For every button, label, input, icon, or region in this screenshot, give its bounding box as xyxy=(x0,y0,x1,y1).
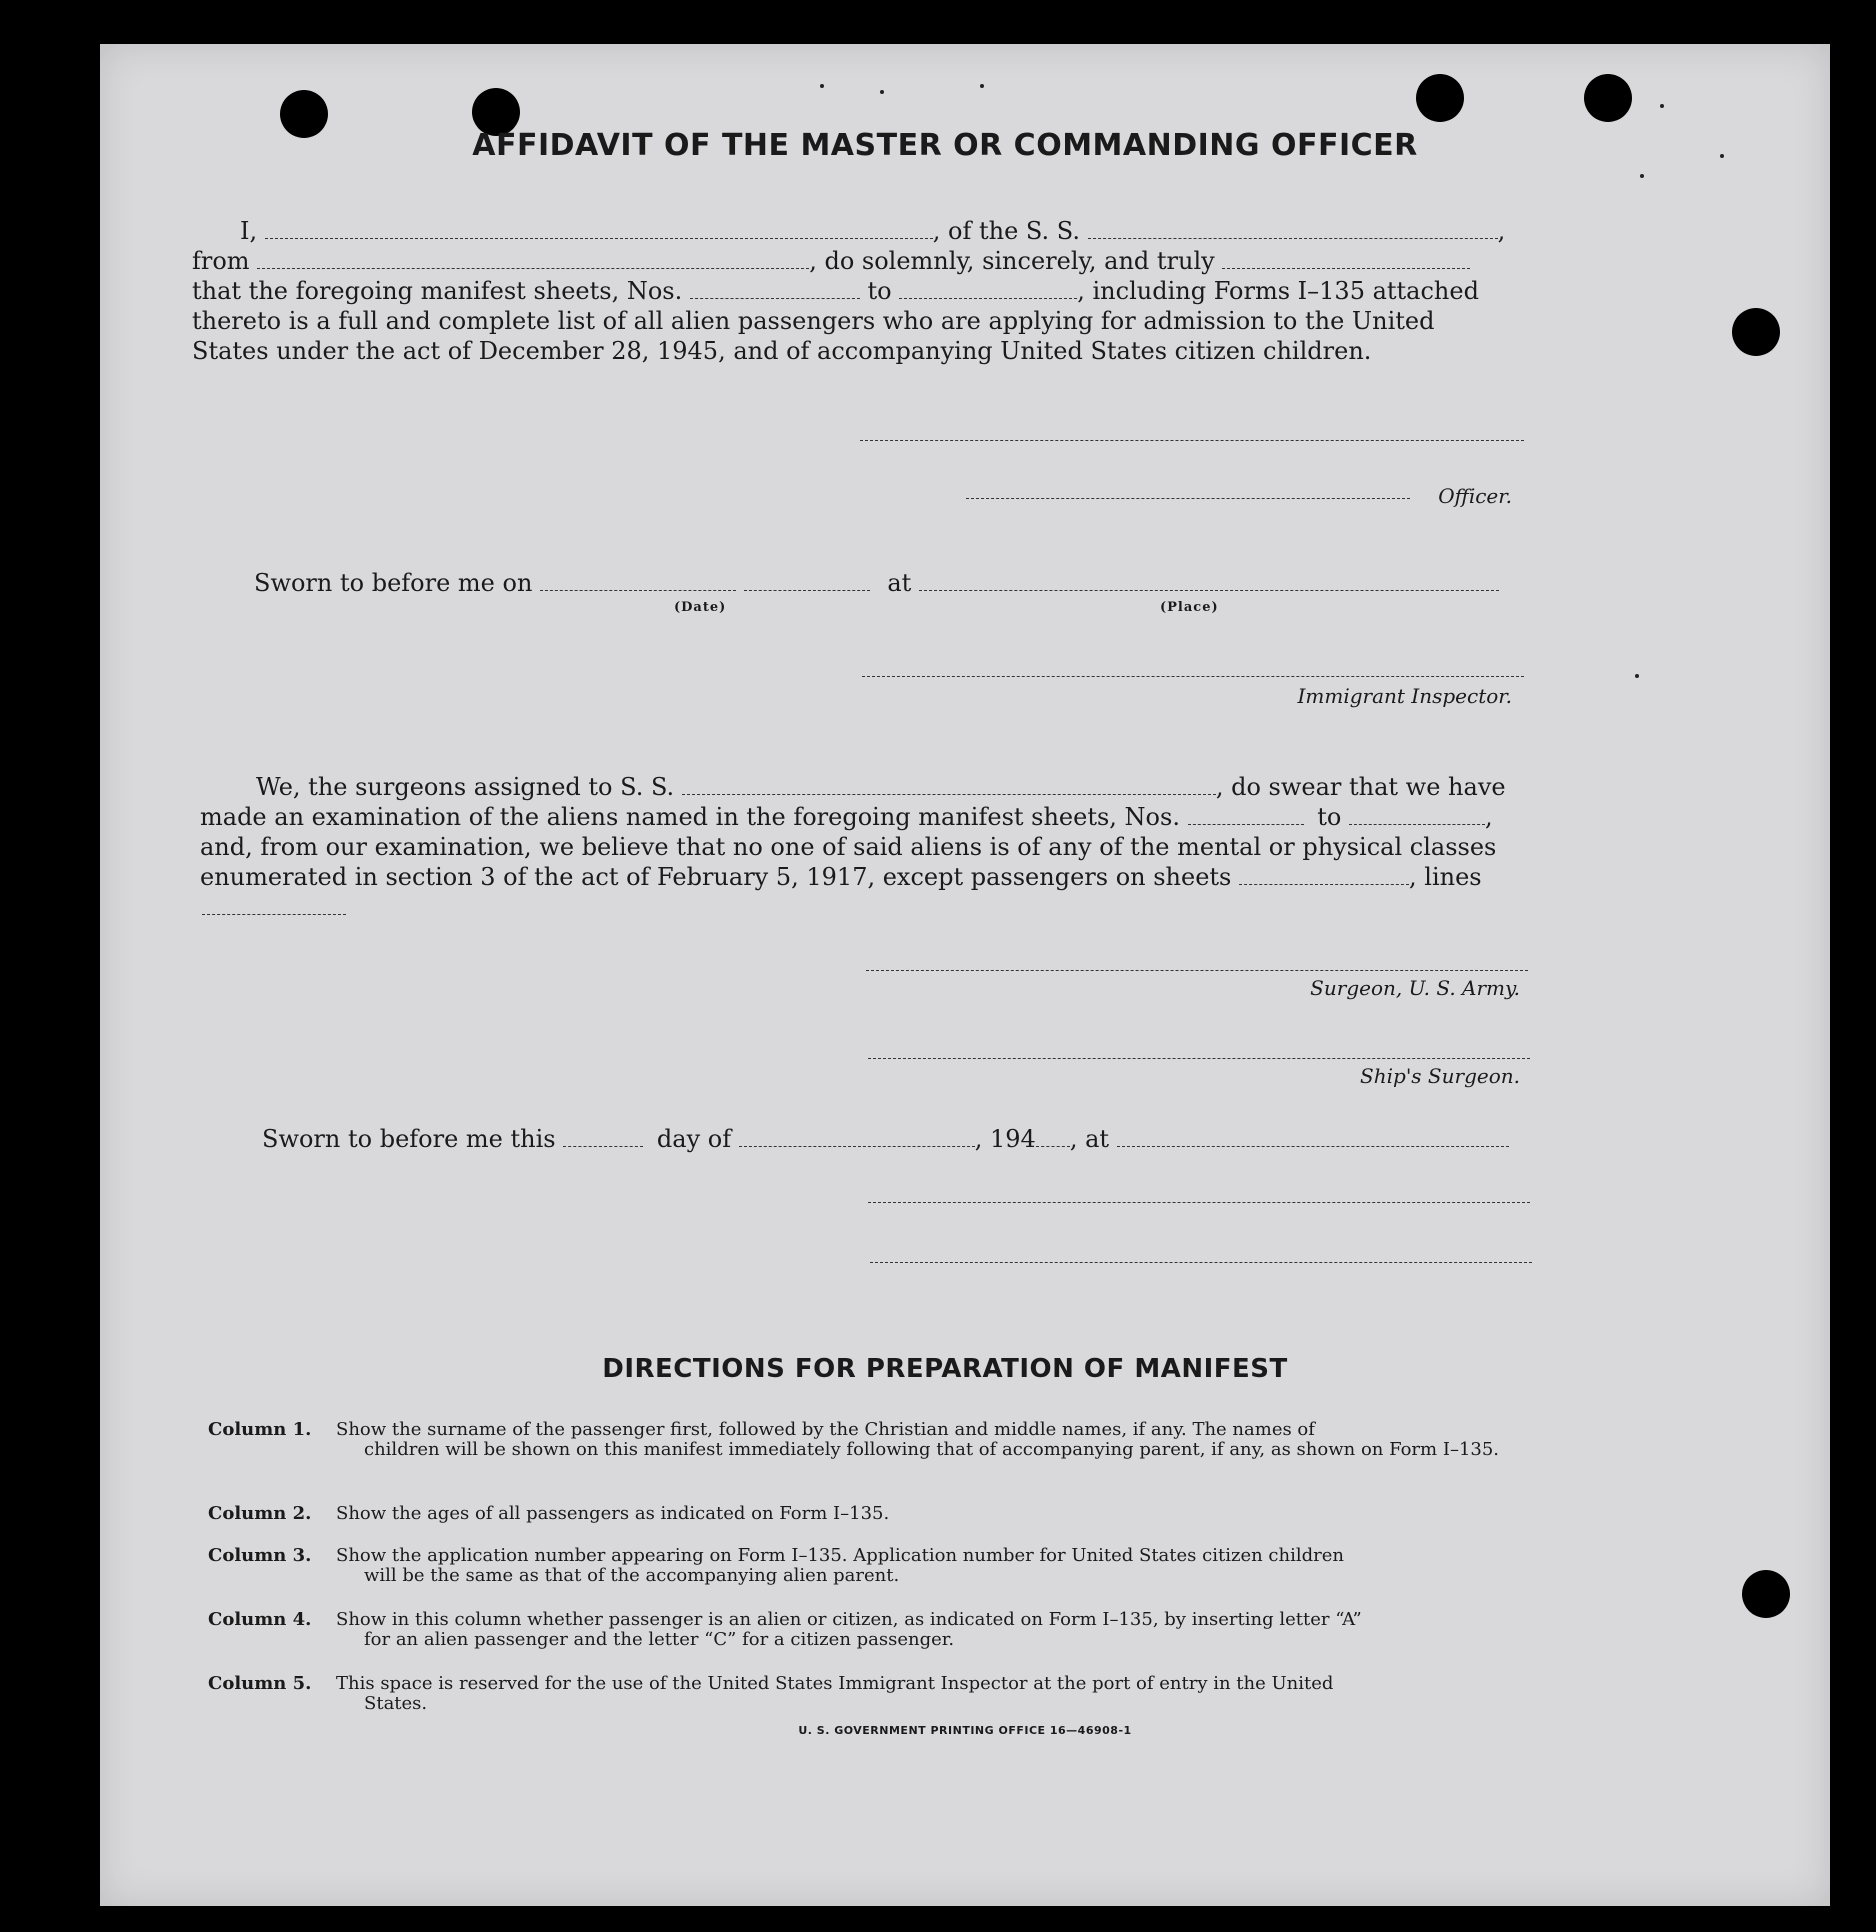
speck xyxy=(820,84,824,88)
surgeon-nos-from-field[interactable] xyxy=(1188,806,1304,825)
manifest-nos-label: that the foregoing manifest sheets, Nos. xyxy=(192,277,683,305)
column-text-cont: for an alien passenger and the letter “C” for a citizen passenger. xyxy=(364,1629,955,1650)
form-page xyxy=(100,44,1830,1906)
officer-title-line[interactable] xyxy=(966,498,1410,499)
ship-surgeon-signature-line[interactable] xyxy=(868,1058,1530,1059)
directions-title: DIRECTIONS FOR PREPARATION OF MANIFEST xyxy=(602,1354,1288,1384)
sworn-month-field[interactable] xyxy=(739,1128,975,1147)
speck xyxy=(1660,104,1664,108)
sworn-signature-line-1[interactable] xyxy=(868,1202,1530,1203)
we-surgeons-label: We, the surgeons assigned to S. S. xyxy=(256,773,675,801)
master-name-field[interactable] xyxy=(265,220,933,239)
including-label: , including Forms I–135 attached xyxy=(1077,277,1479,305)
sworn-signature-line-2[interactable] xyxy=(870,1262,1532,1263)
column-text-line: This space is reserved for the use of the United States Immigrant Inspector at the port of entry in the United xyxy=(336,1673,1334,1694)
sworn-date-field-2[interactable] xyxy=(744,572,870,591)
punch-hole xyxy=(1742,1570,1790,1618)
oath-field[interactable] xyxy=(1222,250,1470,269)
direction-column-3 xyxy=(208,1546,1538,1590)
speck xyxy=(980,84,984,88)
column-text-line: Show the surname of the passenger first, followed by the Christian and middle names, if any. The names of xyxy=(336,1419,1315,1440)
affidavit-title: AFFIDAVIT OF THE MASTER OR COMMANDING OFFICER xyxy=(472,128,1418,163)
lines-label: , lines xyxy=(1409,863,1482,891)
column-text xyxy=(336,1546,1538,1586)
affidavit-line-3 xyxy=(192,276,1479,306)
sheets-field[interactable] xyxy=(1239,866,1409,885)
enumerated-label: enumerated in section 3 of the act of February 5, 1917, except passengers on sheets xyxy=(200,863,1232,891)
surgeons-line-1 xyxy=(256,772,1506,802)
printing-office-footer: U. S. GOVERNMENT PRINTING OFFICE 16—46908-1 xyxy=(798,1724,1132,1737)
sworn-on-line xyxy=(254,568,1499,598)
manifest-to-field[interactable] xyxy=(899,280,1077,299)
ship-surgeon-label: Ship's Surgeon. xyxy=(1360,1064,1520,1088)
year-label: , 194 xyxy=(974,1125,1036,1153)
day-of-label: day of xyxy=(656,1125,732,1153)
surgeons-line-2: made an examination of the aliens named in the foregoing manifest sheets, Nos. to , xyxy=(200,803,1493,831)
to-label-2: to xyxy=(1317,803,1342,831)
column-text-line: Show the ages of all passengers as indicated on Form I–135. xyxy=(336,1503,890,1524)
column-text xyxy=(336,1504,1538,1524)
column-text xyxy=(336,1420,1538,1460)
officer-signature-line[interactable] xyxy=(860,440,1524,441)
inspector-label: Immigrant Inspector. xyxy=(1297,684,1512,708)
direction-column-5 xyxy=(208,1674,1538,1718)
punch-hole xyxy=(1416,74,1464,122)
sworn-day-field[interactable] xyxy=(563,1128,643,1147)
at-label-2: , at xyxy=(1069,1125,1110,1153)
column-text-line: Show the application number appearing on Form I–135. Application number for United States citizen children xyxy=(336,1545,1344,1566)
manifest-from-field[interactable] xyxy=(690,280,860,299)
speck xyxy=(1635,674,1639,678)
direction-column-4 xyxy=(208,1610,1538,1654)
sworn-on-label: Sworn to before me on xyxy=(254,569,533,597)
inspector-signature-line[interactable] xyxy=(862,676,1524,677)
affidavit-line-4: thereto is a full and complete list of all alien passengers who are applying for admission to the United xyxy=(192,307,1435,335)
date-label: (Date) xyxy=(674,600,727,615)
column-text xyxy=(336,1610,1538,1650)
column-label: Column 5. xyxy=(208,1673,312,1694)
column-text-line: Show in this column whether passenger is an alien or citizen, as indicated on Form I–135, by inserting letter “A” xyxy=(336,1609,1362,1630)
ship-name-field[interactable] xyxy=(1088,220,1498,239)
sworn-at-field[interactable] xyxy=(1117,1128,1509,1147)
surgeon-ship-field[interactable] xyxy=(682,776,1216,795)
lines-field[interactable] xyxy=(202,914,346,915)
sworn-date-field[interactable] xyxy=(540,572,736,591)
surgeons-line-4 xyxy=(200,862,1482,892)
sworn-place-field[interactable] xyxy=(919,572,1499,591)
of-ss-label: , of the S. S. xyxy=(932,217,1080,245)
from-port-field[interactable] xyxy=(257,250,809,269)
from-label: from xyxy=(192,247,250,275)
column-text xyxy=(336,1674,1538,1714)
column-text-cont: States. xyxy=(364,1693,428,1714)
examination-label: made an examination of the aliens named in the foregoing manifest sheets, Nos. xyxy=(200,803,1180,831)
column-label: Column 3. xyxy=(208,1545,312,1566)
surgeons-line-3: and, from our examination, we believe that no one of said aliens is of any of the mental or physical classes xyxy=(200,833,1497,861)
column-label: Column 4. xyxy=(208,1609,312,1630)
affidavit-line-5: States under the act of December 28, 1945, and of accompanying United States citizen children. xyxy=(192,337,1372,365)
to-label: to xyxy=(867,277,892,305)
column-text-cont: children will be shown on this manifest immediately following that of accompanying parent, if any, as shown on Form I–135. xyxy=(364,1439,1500,1460)
swear-label: , do solemnly, sincerely, and truly xyxy=(809,247,1215,275)
speck xyxy=(880,90,884,94)
affidavit-line-2 xyxy=(192,246,1470,276)
direction-column-2 xyxy=(208,1504,1538,1528)
speck xyxy=(1640,174,1644,178)
at-label: at xyxy=(887,569,912,597)
do-swear-label: , do swear that we have xyxy=(1215,773,1506,801)
column-text-cont: will be the same as that of the accompanying alien parent. xyxy=(364,1565,900,1586)
sworn-year-field[interactable] xyxy=(1036,1128,1070,1147)
army-surgeon-signature-line[interactable] xyxy=(866,970,1528,971)
sworn-this-line xyxy=(262,1124,1509,1154)
affidavit-line-1: I, , of the S. S. , xyxy=(240,217,1506,245)
place-label: (Place) xyxy=(1160,600,1219,615)
sworn-this-label: Sworn to before me this xyxy=(262,1125,556,1153)
column-label: Column 2. xyxy=(208,1503,312,1524)
direction-column-1 xyxy=(208,1420,1538,1480)
surgeon-nos-to-field[interactable] xyxy=(1349,806,1485,825)
officer-label: Officer. xyxy=(1438,484,1512,508)
column-label: Column 1. xyxy=(208,1419,312,1440)
punch-hole xyxy=(1584,74,1632,122)
i-label: I, xyxy=(240,217,258,245)
punch-hole xyxy=(1732,308,1780,356)
army-surgeon-label: Surgeon, U. S. Army. xyxy=(1310,976,1520,1000)
